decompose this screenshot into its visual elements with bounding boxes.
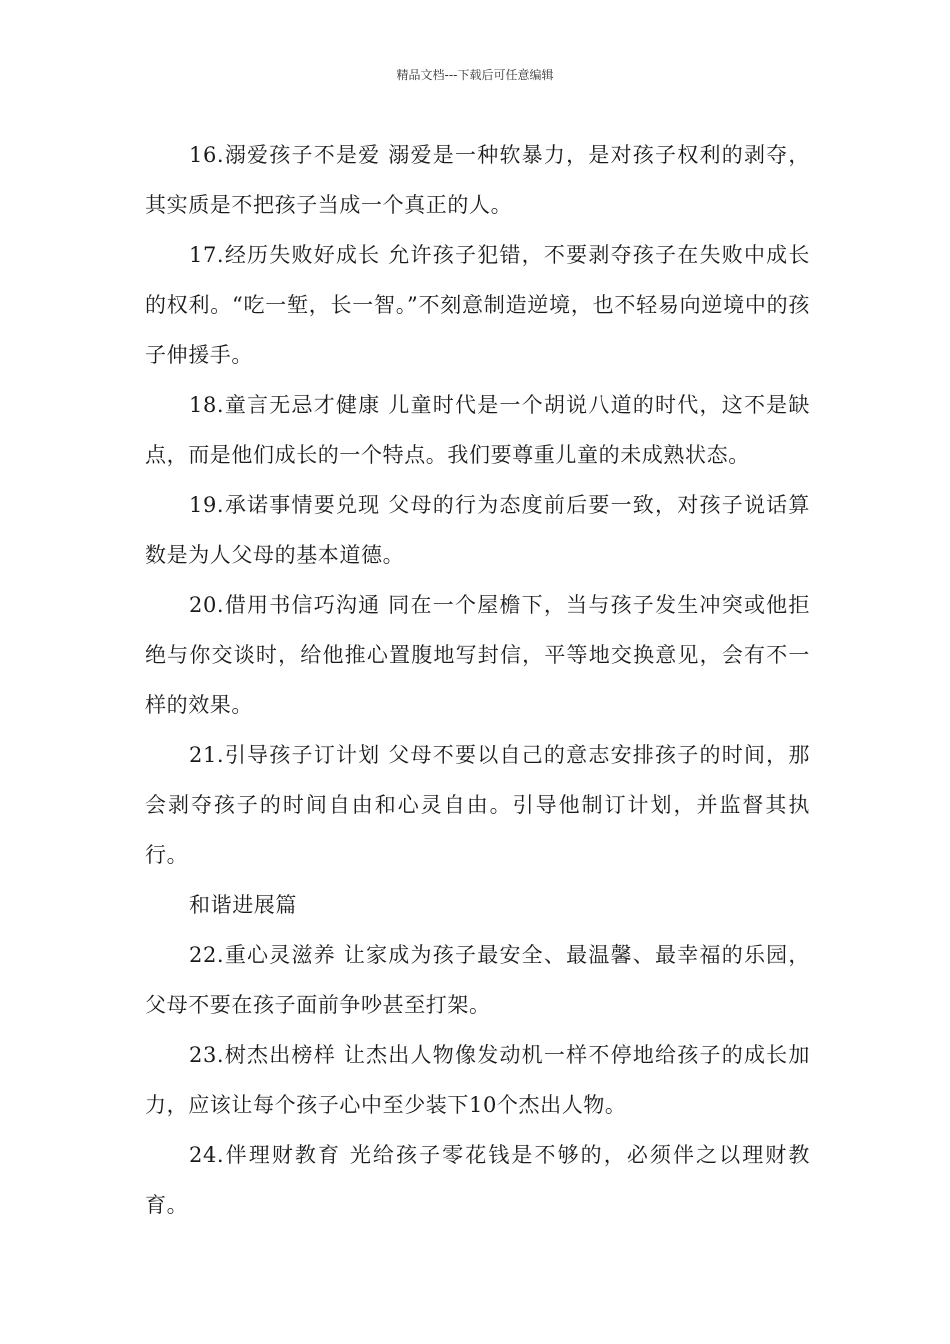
paragraph-16: 16.溺爱孩子不是爱 溺爱是一种软暴力，是对孩子权利的剥夺，其实质是不把孩子当成一个真正的人。 (145, 143, 810, 217)
section-heading: 和谐进展篇 (189, 893, 297, 917)
paragraph-21: 21.引导孩子订计划 父母不要以自己的意志安排孩子的时间，那会剥夺孩子的时间自由和心灵自由。引导他制订计划，并监督其执行。 (145, 743, 810, 867)
document-body (145, 130, 810, 1230)
paragraph-17: 17.经历失败好成长 允许孩子犯错，不要剥夺孩子在失败中成长的权利。“吃一堑，长一智。”不刻意制造逆境，也不轻易向逆境中的孩子伸援手。 (145, 243, 810, 367)
paragraph-22: 22.重心灵滋养 让家成为孩子最安全、最温馨、最幸福的乐园，父母不要在孩子面前争吵甚至打架。 (145, 943, 810, 1017)
paragraph-18: 18.童言无忌才健康 儿童时代是一个胡说八道的时代，这不是缺点，而是他们成长的一个特点。我们要尊重儿童的未成熟状态。 (145, 393, 810, 467)
paragraph-23: 23.树杰出榜样 让杰出人物像发动机一样不停地给孩子的成长加力，应该让每个孩子心中至少装下10个杰出人物。 (145, 1043, 810, 1117)
paragraph-19: 19.承诺事情要兑现 父母的行为态度前后要一致，对孩子说话算数是为人父母的基本道德。 (145, 493, 810, 567)
paragraph-24: 24.伴理财教育 光给孩子零花钱是不够的，必须伴之以理财教育。 (145, 1143, 810, 1217)
paragraph-20: 20.借用书信巧沟通 同在一个屋檐下，当与孩子发生冲突或他拒绝与你交谈时，给他推心置腹地写封信，平等地交换意见，会有不一样的效果。 (145, 593, 810, 717)
page-header: 精品文档---下载后可任意编辑 (396, 68, 554, 82)
